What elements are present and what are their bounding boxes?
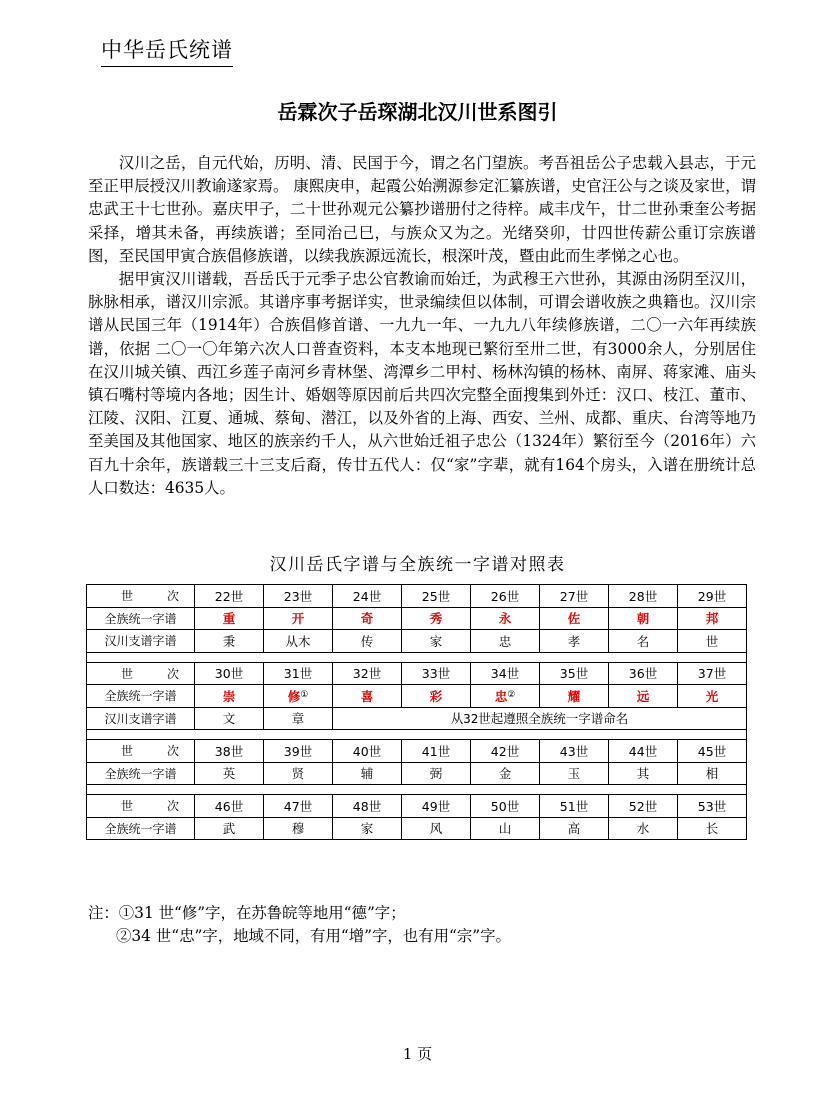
- unified-char-cell: 喜: [333, 685, 402, 708]
- table-gap-row: [87, 730, 747, 740]
- gen-cell: 51世: [540, 795, 609, 818]
- branch-char-cell: 忠: [471, 630, 540, 653]
- gen-cell: 26世: [471, 585, 540, 608]
- unified-char-cell: 佐: [540, 607, 609, 630]
- label-branch: 汉川支谱字谱: [87, 707, 195, 730]
- gen-cell: 22世: [195, 585, 264, 608]
- branch-char-cell: 从木: [264, 630, 333, 653]
- branch-char-cell: 章: [264, 707, 333, 730]
- unified-char-cell: 玉: [540, 762, 609, 785]
- gen-cell: 40世: [333, 740, 402, 763]
- gen-cell: 30世: [195, 662, 264, 685]
- table-row-unified: [87, 607, 747, 630]
- gen-cell: 42世: [471, 740, 540, 763]
- unified-char-cell: 家: [333, 817, 402, 840]
- gen-cell: 27世: [540, 585, 609, 608]
- table-row-gen: [87, 662, 747, 685]
- unified-char-cell: 奇: [333, 607, 402, 630]
- unified-char-cell: 弼: [402, 762, 471, 785]
- branch-char-cell: 孝: [540, 630, 609, 653]
- gap-cell: [87, 730, 747, 740]
- branch-char-cell: 世: [678, 630, 747, 653]
- unified-char-cell: 金: [471, 762, 540, 785]
- unified-char-cell: 武: [195, 817, 264, 840]
- unified-char-cell: 水: [609, 817, 678, 840]
- gen-cell: 49世: [402, 795, 471, 818]
- unified-char-cell: 朝: [609, 607, 678, 630]
- gen-cell: 34世: [471, 662, 540, 685]
- paragraph-1: 汉川之岳，自元代始，历明、清、民国于今，谓之名门望族。考吾祖岳公子忠载入县志，于元至正甲辰授汉川教谕遂家焉。 康熙庚申，起霞公始溯源参定汇纂族谱，史官汪公与之谈及家世，谓忠武王十七世孙。嘉庆甲子，二十世孙观元公纂抄谱册付之待梓。咸丰戊午，廿二世孙秉奎公考据采择，增其未备，再续族谱；至同治己巳，与族众又为之。光绪癸卯，廿四世传薪公重订宗族谱图，至民国甲寅合族倡修族谱，以续我族源远流长，根深叶茂，暨由此而生孝悌之心也。: [88, 154, 756, 265]
- gen-cell: 36世: [609, 662, 678, 685]
- gen-cell: 50世: [471, 795, 540, 818]
- label-gen: 世次: [87, 585, 195, 608]
- branch-char-cell: 文: [195, 707, 264, 730]
- paragraph-2: 据甲寅汉川谱载，吾岳氏于元季子忠公官教谕而始迁，为武穆王六世孙，其源由汤阴至汉川，脉脉相承，谱汉川宗派。其谱序事考据详实，世录编续但以体制，可谓会谱收族之典籍也。汉川宗谱从民国三年（1914年）合族倡修首谱、一九九一年、一九九八年续修族谱，二〇一六年再续族谱，依据 二〇一〇年第六次人口普查资料，本支本地现已繁衍至卅二世，有3000余人，分别居住在汉川城关镇、西江乡莲子南河乡青林堡、湾潭乡二甲村、杨林沟镇的杨林、南屏、蒋家滩、庙头镇石嘴村等境内各地；因生计、婚姻等原因前后共四次完整全面搜集到外迁：汉口、枝江、董市、江陵、汉阳、江夏、通城、蔡甸、潜江，以及外省的上海、西安、兰州、成都、重庆、台湾等地乃至美国及其他国家、地区的族亲约千人，从六世始迁祖子忠公（1324年）繁衍至今（2016年）六百九十余年，族谱载三十三支后裔，传廿五代人：仅“家”字辈，就有164个房头，入谱在册统计总人口数达：4635人。: [88, 270, 756, 497]
- gen-cell: 23世: [264, 585, 333, 608]
- table-row-unified: [87, 762, 747, 785]
- body-text: [88, 152, 756, 500]
- gen-cell: 29世: [678, 585, 747, 608]
- label-unified: 全族统一字谱: [87, 607, 195, 630]
- table-row-unified: [87, 685, 747, 708]
- table-row-branch: [87, 630, 747, 653]
- unified-char-cell: 山: [471, 817, 540, 840]
- unified-char-cell: 辅: [333, 762, 402, 785]
- gen-cell: 43世: [540, 740, 609, 763]
- gen-cell: 46世: [195, 795, 264, 818]
- gen-cell: 37世: [678, 662, 747, 685]
- branch-char-cell: 秉: [195, 630, 264, 653]
- table-row-unified: [87, 817, 747, 840]
- table-row-gen: [87, 585, 747, 608]
- gen-cell: 52世: [609, 795, 678, 818]
- unified-char-cell: 其: [609, 762, 678, 785]
- unified-char-cell: 耀: [540, 685, 609, 708]
- gap-cell: [87, 785, 747, 795]
- branch-note-cell: 从32世起遵照全族统一字谱命名: [333, 707, 747, 730]
- gen-cell: 48世: [333, 795, 402, 818]
- unified-char-cell: 崇: [195, 685, 264, 708]
- unified-char-cell: 永: [471, 607, 540, 630]
- unified-char-cell: 邦: [678, 607, 747, 630]
- gen-cell: 39世: [264, 740, 333, 763]
- branch-char-cell: 名: [609, 630, 678, 653]
- gen-cell: 44世: [609, 740, 678, 763]
- gen-cell: 41世: [402, 740, 471, 763]
- unified-char: 修: [287, 688, 301, 704]
- label-branch: 汉川支谱字谱: [87, 630, 195, 653]
- gen-cell: 53世: [678, 795, 747, 818]
- label-gen: 世次: [87, 795, 195, 818]
- label-gen: 世次: [87, 740, 195, 763]
- gen-cell: 47世: [264, 795, 333, 818]
- unified-char-cell: 长: [678, 817, 747, 840]
- table-row-gen: [87, 795, 747, 818]
- unified-char-cell: 开: [264, 607, 333, 630]
- gen-cell: 31世: [264, 662, 333, 685]
- gen-cell: 24世: [333, 585, 402, 608]
- footnote-1: 注：①31 世“修”字，在苏鲁皖等地用“德”字；: [88, 904, 406, 922]
- unified-char-cell: 秀: [402, 607, 471, 630]
- footnotes: [88, 902, 788, 948]
- unified-char: 忠: [494, 688, 508, 704]
- label-unified: 全族统一字谱: [87, 685, 195, 708]
- unified-char-cell: [264, 685, 333, 708]
- generation-char-table: [86, 584, 747, 840]
- table-title: 汉川岳氏字谱与全族统一字谱对照表: [269, 555, 566, 575]
- gen-cell: 33世: [402, 662, 471, 685]
- document-header: 中华岳氏统谱: [101, 34, 233, 67]
- table-row-gen: [87, 740, 747, 763]
- footnote-2: ②34 世“忠”字，地域不同，有用“增”字，也有用“宗”字。: [116, 927, 511, 945]
- unified-char-cell: 远: [609, 685, 678, 708]
- gen-cell: 45世: [678, 740, 747, 763]
- unified-char-cell: 彩: [402, 685, 471, 708]
- gen-cell: 38世: [195, 740, 264, 763]
- gen-cell: 28世: [609, 585, 678, 608]
- unified-char-cell: 重: [195, 607, 264, 630]
- gap-cell: [87, 652, 747, 662]
- branch-char-cell: 家: [402, 630, 471, 653]
- gen-cell: 35世: [540, 662, 609, 685]
- unified-char-cell: 相: [678, 762, 747, 785]
- table-gap-row: [87, 652, 747, 662]
- unified-char-cell: [471, 685, 540, 708]
- page-title: 岳霖次子岳琛湖北汉川世系图引: [277, 100, 558, 124]
- label-unified: 全族统一字谱: [87, 817, 195, 840]
- gen-cell: 32世: [333, 662, 402, 685]
- branch-char-cell: 传: [333, 630, 402, 653]
- unified-char-cell: 穆: [264, 817, 333, 840]
- table-row-branch: [87, 707, 747, 730]
- label-gen: 世次: [87, 662, 195, 685]
- footnote-mark-1: ①: [300, 689, 309, 700]
- unified-char-cell: 贤: [264, 762, 333, 785]
- label-unified: 全族统一字谱: [87, 762, 195, 785]
- unified-char-cell: 英: [195, 762, 264, 785]
- unified-char-cell: 高: [540, 817, 609, 840]
- gen-cell: 25世: [402, 585, 471, 608]
- unified-char-cell: 光: [678, 685, 747, 708]
- unified-char-cell: 风: [402, 817, 471, 840]
- footnote-mark-2: ②: [507, 689, 516, 700]
- table-gap-row: [87, 785, 747, 795]
- page-number: 1 页: [402, 1045, 433, 1063]
